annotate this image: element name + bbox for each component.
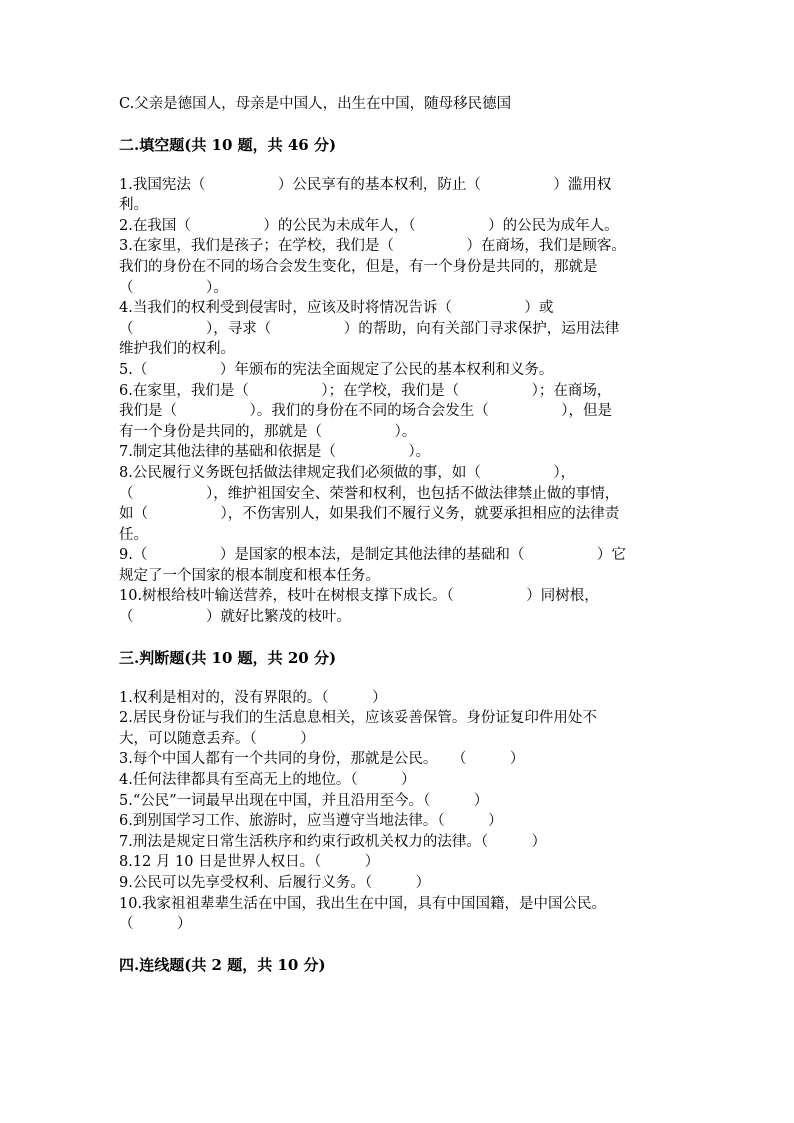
- question-line: （ ）就好比繁茂的枝叶。: [119, 609, 351, 626]
- section-matching-heading: 四.连线题(共 2 题，共 10 分): [119, 955, 326, 974]
- question-line: 6.到别国学习工作、旅游时，应当遵守当地法律。（ ）: [119, 813, 503, 830]
- question-line: 8.公民履行义务既包括做法律规定我们必须做的事，如（ ），: [119, 464, 576, 481]
- section-true-false-heading: 三.判断题(共 10 题，共 20 分): [119, 648, 337, 667]
- fill-blank-questions: [119, 175, 679, 628]
- true-false-questions: [119, 688, 679, 935]
- question-line: 维护我们的权利。: [119, 341, 235, 358]
- question-line: 3.在家里，我们是孩子；在学校，我们是（ ）在商场，我们是顾客。: [119, 238, 626, 255]
- question-line: 2.居民身份证与我们的生活息息相关，应该妥善保管。身份证复印件用处不: [119, 710, 597, 727]
- question-line: （ ）: [119, 916, 192, 933]
- question-line: 7.刑法是规定日常生活秩序和约束行政机关权力的法律。（ ）: [119, 833, 547, 850]
- question-line: 9.公民可以先享受权利、后履行义务。（ ）: [119, 875, 431, 891]
- question-line: 6.在家里，我们是（ ）；在学校，我们是（ ）；在商场，: [119, 382, 612, 399]
- question-line: 大，可以随意丢弃。（ ）: [119, 730, 315, 747]
- question-line: 5.（ ）年颁布的宪法全面规定了公民的基本权利和义务。: [119, 361, 554, 378]
- section-fill-blank-heading: 二.填空题(共 10 题，共 46 分): [119, 135, 337, 154]
- question-line: （ ）。: [119, 279, 228, 296]
- question-line: 10.我家祖祖辈辈生活在中国，我出生在中国，具有中国国籍，是中国公民。: [119, 895, 607, 912]
- question-line: 任。: [119, 526, 148, 543]
- question-line: 有一个身份是共同的，那就是（ ）。: [119, 423, 417, 440]
- question-line: 我们是（ ）。我们的身份在不同的场合会发生（ ），但是: [119, 403, 612, 420]
- question-line: 10.树根给枝叶输送营养，枝叶在树根支撑下成长。（ ）同树根，: [119, 588, 599, 605]
- question-line: 8.12 月 10 日是世界人权日。（ ）: [119, 854, 380, 871]
- question-line: （ ），寻求（ ）的帮助，向有关部门寻求保护，运用法律: [119, 320, 620, 337]
- option-c: C.父亲是德国人，母亲是中国人，出生在中国，随母移民德国: [119, 96, 512, 112]
- question-line: 1.权利是相对的，没有界限的。（ ）: [119, 689, 387, 706]
- question-line: 3.每个中国人都有一个共同的身份，那就是公民。 （ ）: [119, 751, 525, 768]
- question-line: 规定了一个国家的根本制度和根本任务。: [119, 567, 380, 584]
- exam-page: [119, 94, 679, 976]
- question-line: 如（ ），不伤害别人，如果我们不履行义务，就要承担相应的法律责: [119, 506, 620, 523]
- question-line: 4.任何法律都具有至高无上的地位。（ ）: [119, 772, 416, 789]
- question-line: 4.当我们的权利受到侵害时，应该及时将情况告诉（ ）或: [119, 300, 554, 317]
- question-line: 2.在我国（ ）的公民为未成年人，（ ）的公民为成年人。: [119, 217, 619, 234]
- question-line: （ ），维护祖国安全、荣誉和权利，也包括不做法律禁止做的事情，: [119, 485, 620, 502]
- question-line: 1.我国宪法（ ）公民享有的基本权利，防止（ ）滥用权: [119, 176, 612, 193]
- question-line: 7.制定其他法律的基础和依据是（ ）。: [119, 444, 431, 461]
- question-line: 利。: [119, 197, 148, 214]
- question-line: 9.（ ）是国家的根本法，是制定其他法律的基础和（ ）它: [119, 547, 626, 564]
- question-line: 5.“公民”一词最早出现在中国，并且沿用至今。（ ）: [119, 792, 489, 809]
- question-line: 我们的身份在不同的场合会发生变化，但是，有一个身份是共同的，那就是: [119, 258, 598, 275]
